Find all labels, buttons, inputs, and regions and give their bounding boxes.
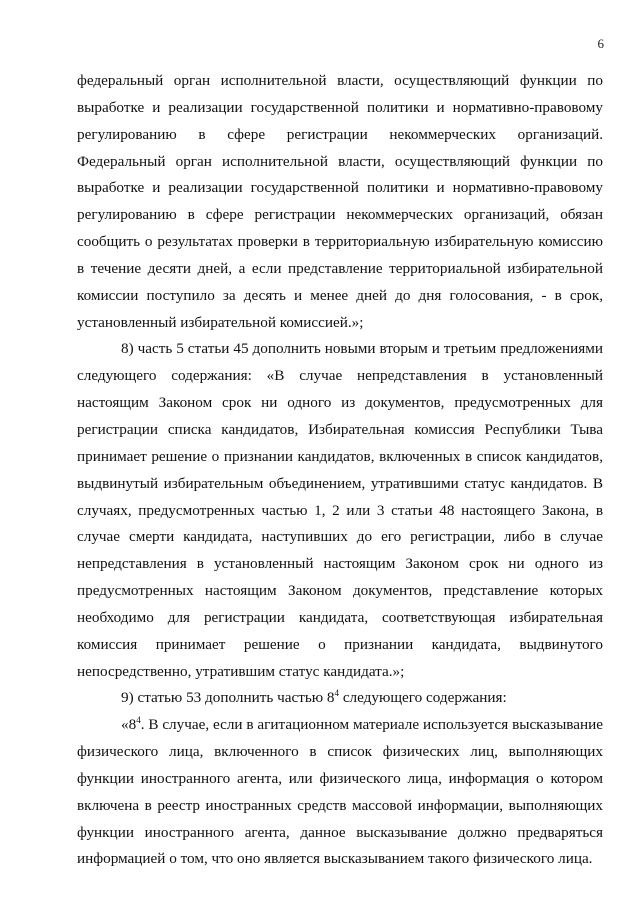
paragraph-p3	[77, 685, 603, 712]
page-number: 6	[597, 36, 604, 51]
paragraph-text: «8	[121, 716, 137, 734]
document-body	[77, 68, 603, 873]
paragraph-text: 8) часть 5 статьи 45 дополнить новыми вторым и третьим предложениями следующего содержания: «В случае непредставления в установленный настоящим Законом срок ни одного из документов, предусмотренных для регистрации списка кандидатов, Избирательная комиссия Республики Тыва принимает решение о признании кандидатов, включенных в список кандидатов, выдвинутый избирательным объединением, утратившими статус кандидатов. В случаях, предусмотренных частью 1, 2 или 3 статьи 48 настоящего Закона, в случае смерти кандидата, наступивших до его регистрации, либо в случае непредставления в установленный настоящим Законом срок ни одного из предусмотренных настоящим Законом документов, представление которых необходимо для регистрации кандидата, соответствующая избирательная комиссия принимает решение о признании кандидата, выдвинутого непосредственно, утратившим статус кандидата.»;	[77, 340, 603, 680]
paragraph-p2	[77, 336, 603, 685]
paragraph-p1	[77, 68, 603, 336]
superscript-text: 4	[136, 715, 141, 726]
paragraph-p4	[77, 712, 603, 873]
paragraph-text: следующего содержания:	[339, 689, 507, 707]
paragraph-text: . В случае, если в агитационном материале используется высказывание физического лица, включенного в список физических лиц, выполняющих функции иностранного агента, или физического лица, информация о котором включена в реестр иностранных средств массовой информации, выполняющих функции иностранного агента, данное высказывание должно предваряться информацией о том, что оно является высказыванием такого физического лица.	[77, 716, 603, 868]
superscript-text: 4	[334, 688, 340, 699]
paragraph-text: федеральный орган исполнительной власти, осуществляющий функции по выработке и реализации государственной политики и нормативно-правовому регулированию в сфере регистрации некоммерческих организаций. Федеральный орган исполнительной власти, осуществляющий функции по выработке и реализации государственной политики и нормативно-правовому регулированию в сфере регистрации некоммерческих организаций, обязан сообщить о результатах проверки в территориальную избирательную комиссию в течение десяти дней, а если представление территориальной избирательной комиссии поступило за десять и менее дней до дня голосования, - в срок, установленный избирательной комиссией.»;	[77, 72, 603, 331]
paragraph-text: 9) статью 53 дополнить частью 8	[121, 689, 335, 707]
